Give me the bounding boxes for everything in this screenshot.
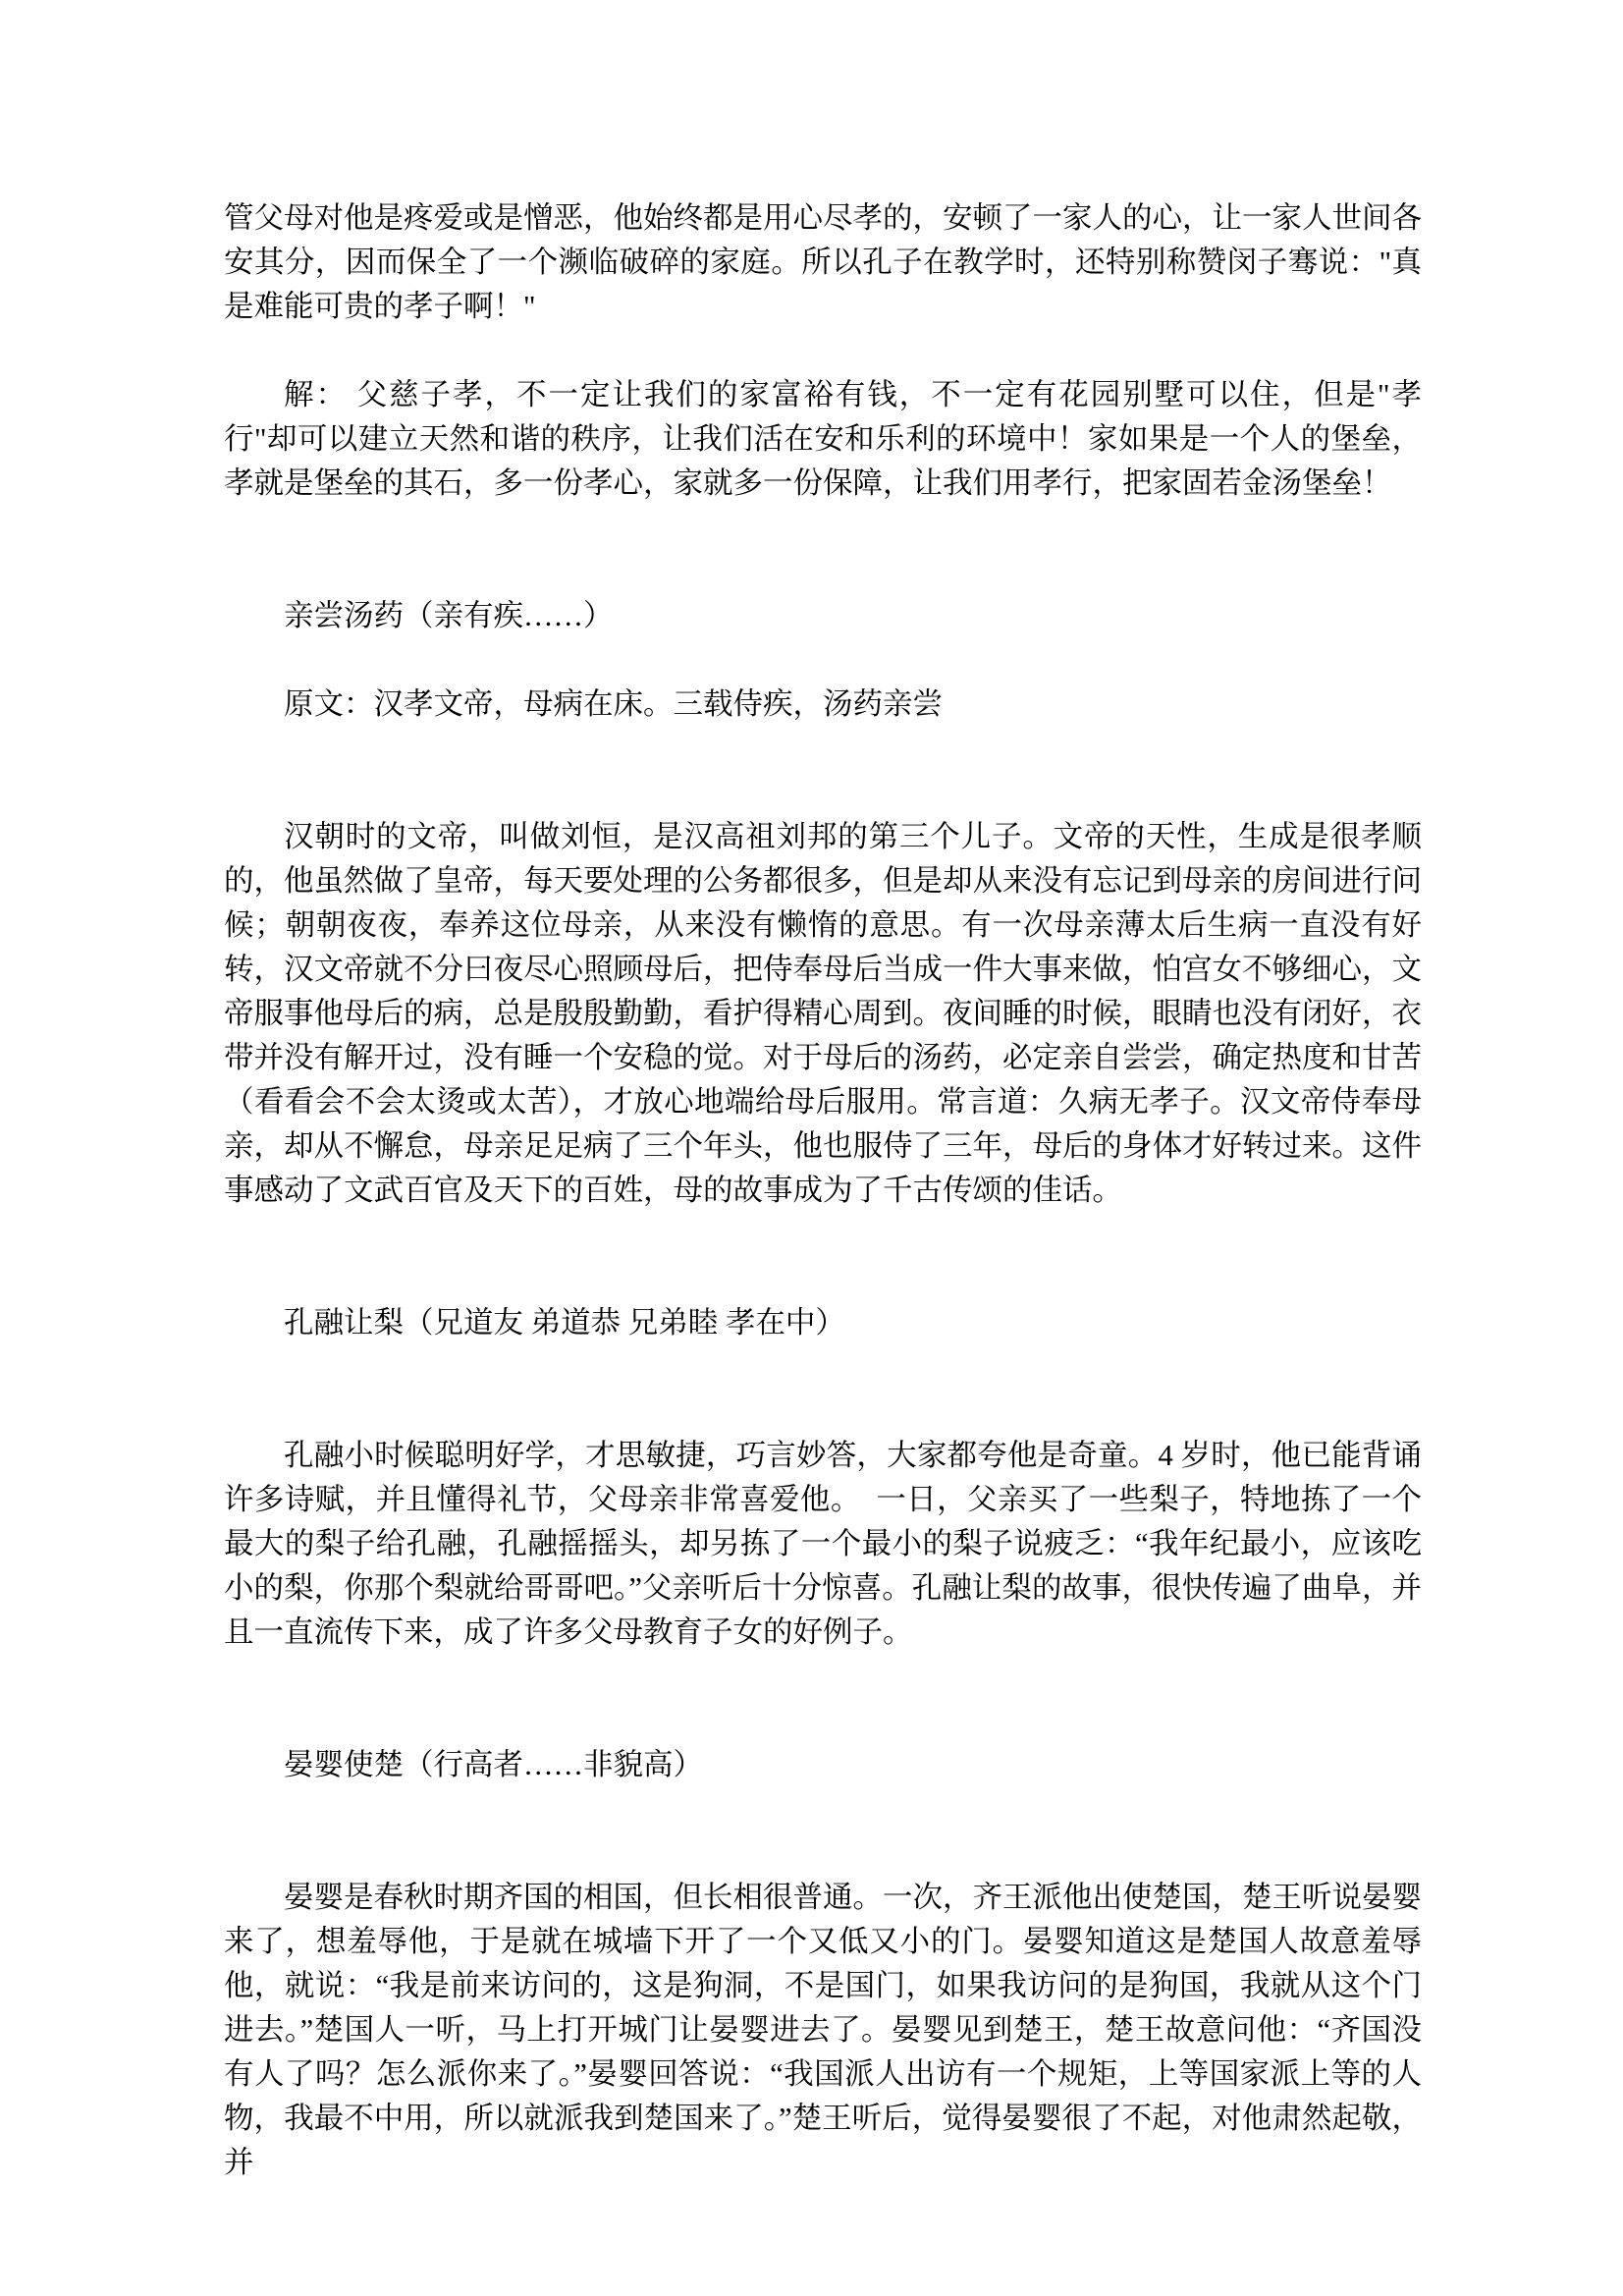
original-text-line: 原文：汉孝文帝，母病在床。三载侍疾，汤药亲尝	[284, 687, 943, 721]
section-title-qinchang-tangyao: 亲尝汤药（亲有疾……）	[284, 599, 614, 632]
section-title-kongrong-rangli: 孔融让梨（兄道友 弟道恭 兄弟睦 孝在中）	[284, 1306, 845, 1339]
story-paragraph-han-wendi: 汉朝时的文帝，叫做刘恒，是汉高祖刘邦的第三个儿子。文帝的天性，生成是很孝顺的，他虽然做了皇帝，每天要处理的公务都很多，但是却从来没有忘记到母亲的房间进行问候；朝朝夜夜，奉养这位母亲，从来没有懒惰的意思。有一次母亲薄太后生病一直没有好转，汉文帝就不分曰夜尽心照顾母后，把侍奉母后当成一件大事来做，怕宫女不够细心，文帝服事他母后的病，总是殷殷勤勤，看护得精心周到。夜间睡的时候，眼睛也没有闭好，衣带并没有解开过，没有睡一个安稳的觉。对于母后的汤药，必定亲自尝尝，确定热度和甘苦（看看会不会太烫或太苦），才放心地端给母后服用。常言道：久病无孝子。汉文帝侍奉母亲，却从不懈怠，母亲足足病了三个年头，他也服侍了三年，母后的身体才好转过来。这件事感动了文武百官及天下的百姓，母的故事成为了千古传颂的佳话。	[224, 820, 1422, 1207]
story-paragraph-yan-ying: 晏婴是春秋时期齐国的相国，但长相很普通。一次，齐王派他出使楚国，楚王听说晏婴来了，想羞辱他，于是就在城墙下开了一个又低又小的门。晏婴知道这是楚国人故意羞辱他，就说：“我是前来访问的，这是狗洞，不是国门，如果我访问的是狗国，我就从这个门进去。”楚国人一听，马上打开城门让晏婴进去了。晏婴见到楚王，楚王故意问他：“齐国没有人了吗？怎么派你来了。”晏婴回答说：“我国派人出访有一个规矩，上等国家派上等的人物，我最不中用，所以就派我到楚国来了。”楚王听后，觉得晏婴很了不起，对他肃然起敬，并	[224, 1881, 1422, 2179]
continued-paragraph-min-ziqian: 管父母对他是疼爱或是憎恶，他始终都是用心尽孝的，安顿了一家人的心，让一家人世间各安其分，因而保全了一个濒临破碎的家庭。所以孔子在教学时，还特别称赞闵子骞说："真是难能可贵的孝子啊！"	[224, 201, 1422, 323]
commentary-paragraph: 解： 父慈子孝，不一定让我们的家富裕有钱，不一定有花园别墅可以住，但是"孝行"却可以建立天然和谐的秩序，让我们活在安和乐利的环境中！家如果是一个人的堡垒，孝就是堡垒的其石，多一份孝心，家就多一份保障，让我们用孝行，把家固若金汤堡垒！	[224, 378, 1422, 500]
section-title-yanying-shichu: 晏婴使楚（行高者……非貌高）	[284, 1748, 703, 1781]
story-paragraph-kong-rong: 孔融小时候聪明好学，才思敏捷，巧言妙答，大家都夸他是奇童。4 岁时，他已能背诵许多诗赋，并且懂得礼节，父母亲非常喜爱他。 一日，父亲买了一些梨子，特地拣了一个最大的梨子给孔融，孔融摇摇头，却另拣了一个最小的梨子说疲乏：“我年纪最小，应该吃小的梨，你那个梨就给哥哥吧。”父亲听后十分惊喜。孔融让梨的故事，很快传遍了曲阜，并且一直流传下来，成了许多父母教育子女的好例子。	[224, 1439, 1422, 1649]
